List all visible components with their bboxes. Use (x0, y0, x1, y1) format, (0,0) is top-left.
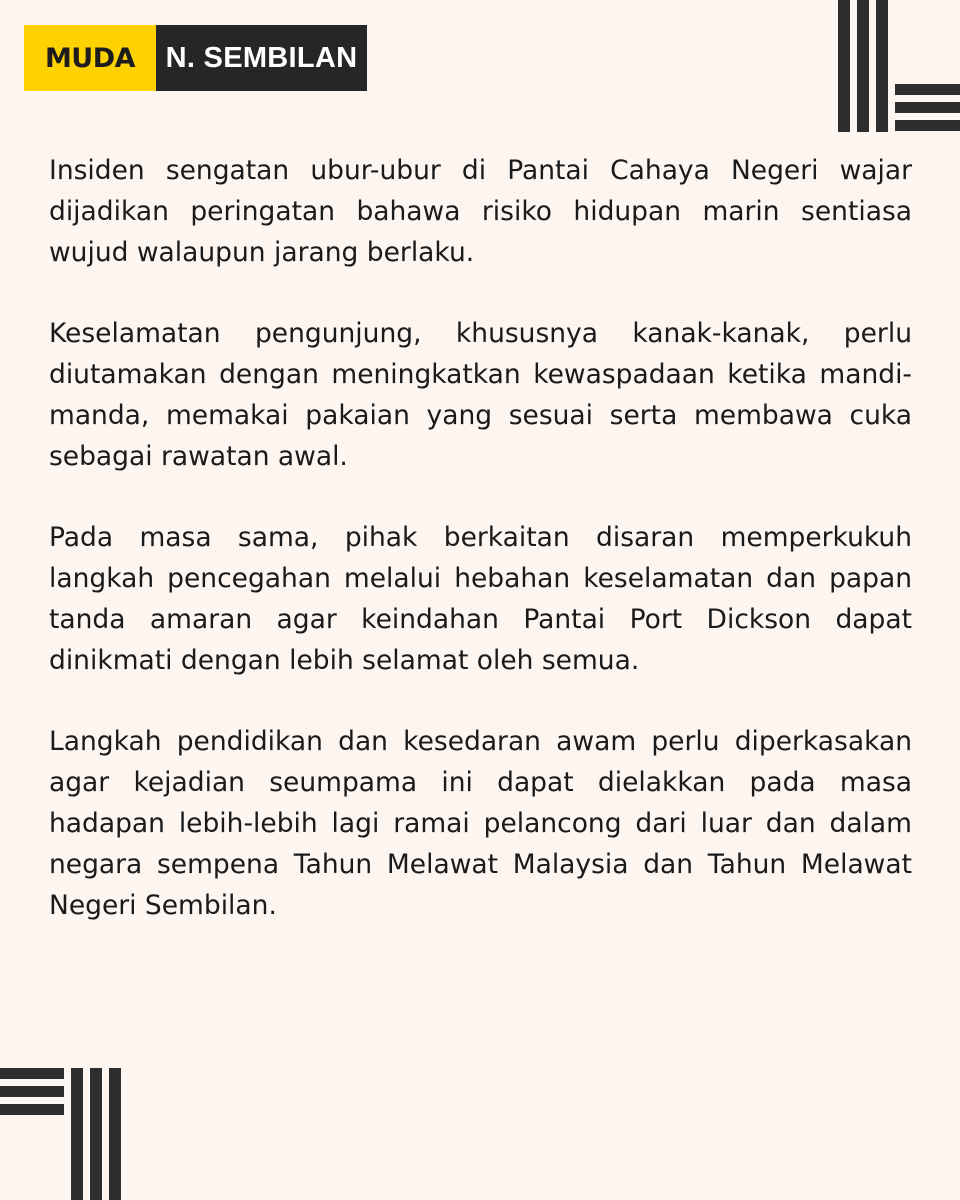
deco-horizontal-bar (895, 120, 960, 131)
deco-vertical-bar (71, 1068, 83, 1200)
deco-vertical-bar (109, 1068, 121, 1200)
deco-horizontal-bar (895, 102, 960, 113)
deco-horizontal-bar (0, 1068, 64, 1079)
deco-vertical-bar (857, 0, 869, 132)
deco-horizontal-bar (0, 1104, 64, 1115)
header-badge (24, 25, 367, 91)
deco-vertical-bar (838, 0, 850, 132)
article-body (49, 150, 912, 926)
deco-vertical-bar (876, 0, 888, 132)
paragraph: Langkah pendidikan dan kesedaran awam perlu diperkasakan agar kejadian seumpama ini dapat dielakkan pada masa hadapan lebih-lebih lagi ramai pelancong dari luar dan dalam negara sempena Tahun Melawat Malaysia dan Tahun Melawat Negeri Sembilan. (49, 726, 912, 921)
paragraph: Pada masa sama, pihak berkaitan disaran memperkukuh langkah pencegahan melalui hebahan keselamatan dan papan tanda amaran agar keindahan Pantai Port Dickson dapat dinikmati dengan lebih selamat oleh semua. (49, 522, 912, 676)
brand-logo: MUDA (24, 25, 156, 91)
paragraph: Keselamatan pengunjung, khususnya kanak-kanak, perlu diutamakan dengan meningkatkan kewaspadaan ketika mandi-manda, memakai pakaian yang sesuai serta membawa cuka sebagai rawatan awal. (49, 318, 912, 472)
paragraph: Insiden sengatan ubur-ubur di Pantai Cahaya Negeri wajar dijadikan peringatan bahawa risiko hidupan marin sentiasa wujud walaupun jarang berlaku. (49, 155, 912, 268)
deco-vertical-bar (90, 1068, 102, 1200)
deco-horizontal-bar (895, 84, 960, 95)
region-label: N. SEMBILAN (156, 25, 367, 91)
deco-horizontal-bar (0, 1086, 64, 1097)
